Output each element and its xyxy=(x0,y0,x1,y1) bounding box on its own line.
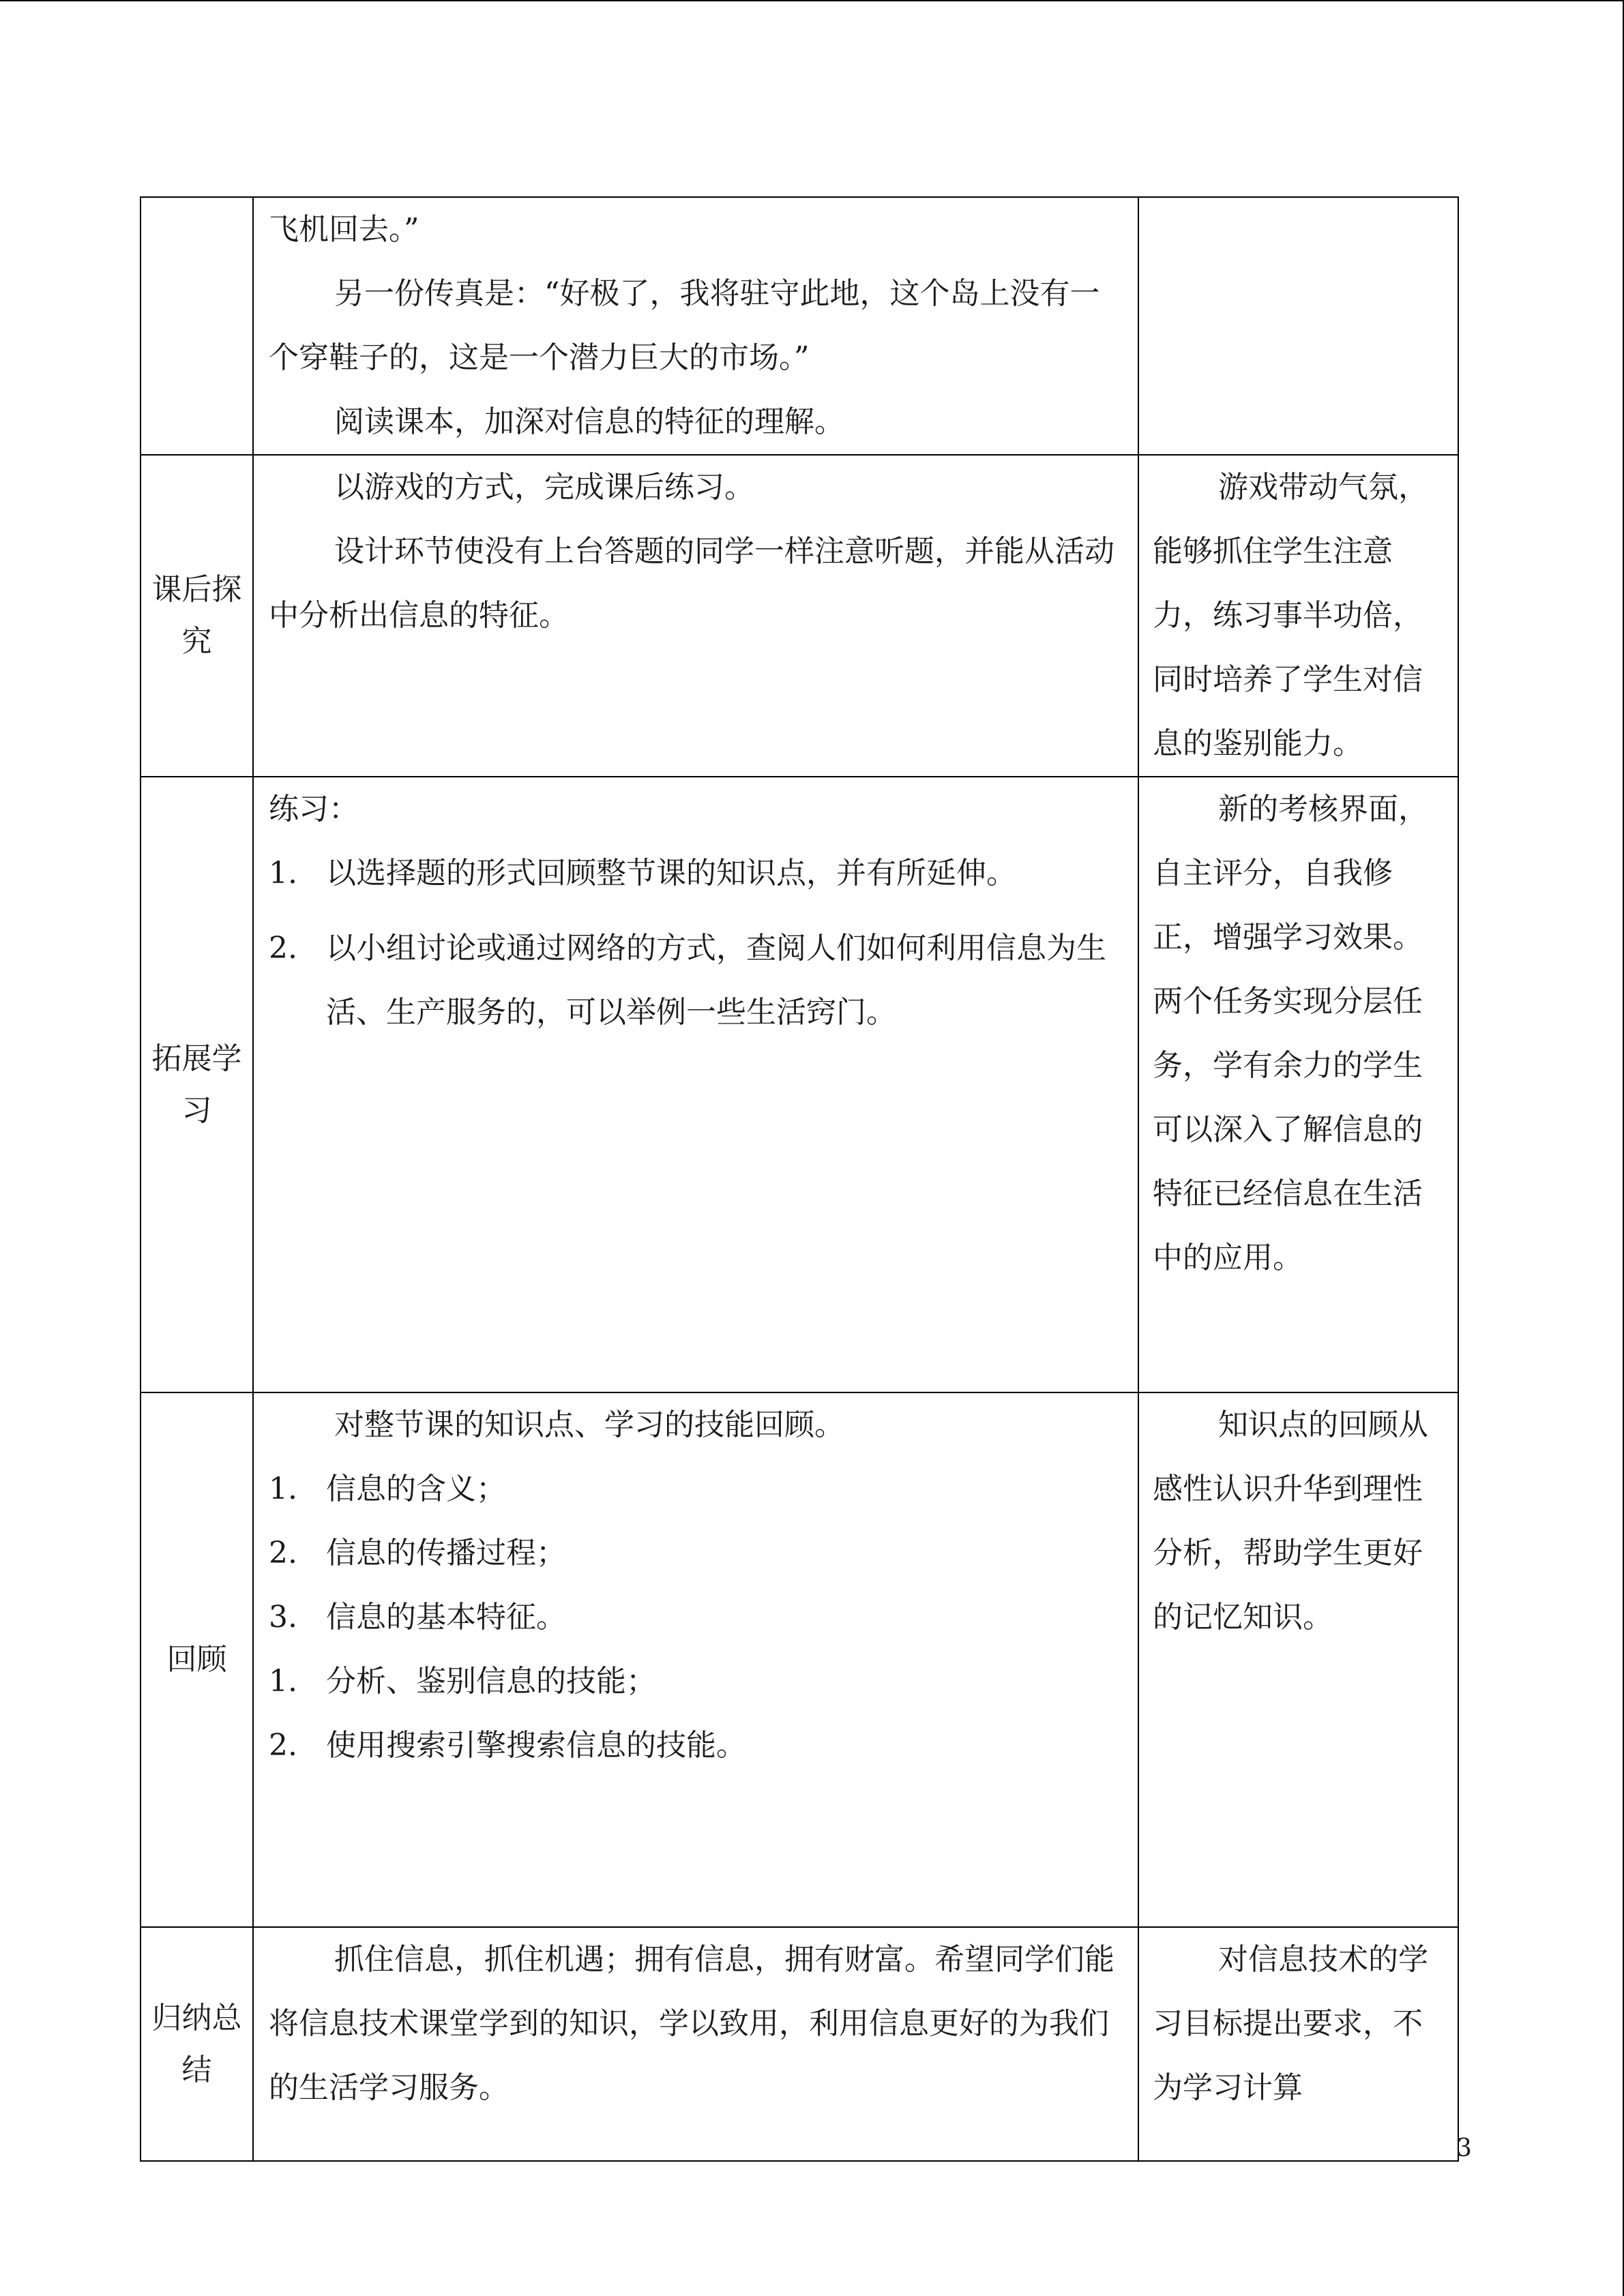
list-number: 3. xyxy=(269,1600,297,1635)
content-paragraph: 设计环节使没有上台答题的同学一样注意听题，并能从活动中分析出信息的特征。 xyxy=(269,534,1114,633)
row-note xyxy=(1138,1927,1458,2161)
row-label xyxy=(141,197,253,455)
content-paragraph: 阅读课本，加深对信息的特征的理解。 xyxy=(334,404,844,439)
list-text: 使用搜索引擎搜索信息的技能。 xyxy=(326,1728,746,1763)
list-number: 2. xyxy=(269,1728,297,1763)
list-text: 信息的含义； xyxy=(326,1472,506,1506)
note-paragraph: 新的考核界面，自主评分，自我修正，增强学习效果。两个任务实现分层任务，学有余力的学生可以深入了解信息的特征已经信息在生活中的应用。 xyxy=(1153,792,1428,1275)
row-content xyxy=(253,197,1138,455)
row-note xyxy=(1138,197,1458,455)
list-item xyxy=(269,1521,1123,1585)
row-label: 回顾 xyxy=(141,1392,253,1927)
row-note xyxy=(1138,455,1458,777)
list-text: 分析、鉴别信息的技能； xyxy=(326,1664,656,1699)
note-paragraph: 游戏带动气氛，能够抓住学生注意力，练习事半功倍，同时培养了学生对信息的鉴别能力。 xyxy=(1153,470,1428,761)
list-item xyxy=(269,841,1123,906)
list-number: 2. xyxy=(269,931,297,966)
row-note xyxy=(1138,1392,1458,1927)
list-item xyxy=(269,1585,1123,1650)
row-content xyxy=(253,1392,1138,1927)
row-content xyxy=(253,777,1138,1392)
content-intro: 练习： xyxy=(269,792,359,826)
content-paragraph: 飞机回去。” xyxy=(269,212,419,247)
list-text: 信息的基本特征。 xyxy=(326,1600,566,1635)
row-label: 拓展学习 xyxy=(141,777,253,1392)
list-text: 以小组讨论或通过网络的方式，查阅人们如何利用信息为生活、生产服务的，可以举例一些生活窍门。 xyxy=(326,931,1106,1030)
list-item xyxy=(269,1714,1123,1778)
content-paragraph: 抓住信息，抓住机遇；拥有信息，拥有财富。希望同学们能将信息技术课堂学到的知识，学以致用，利用信息更好的为我们的生活学习服务。 xyxy=(269,1942,1114,2105)
list-item xyxy=(269,1457,1123,1521)
table-row xyxy=(141,197,1458,455)
table-row xyxy=(141,1927,1458,2161)
page-border-top xyxy=(0,0,1624,1)
table-row xyxy=(141,455,1458,777)
note-paragraph: 对信息技术的学习目标提出要求，不为学习计算 xyxy=(1153,1942,1428,2105)
row-note xyxy=(1138,777,1458,1392)
table-row xyxy=(141,1392,1458,1927)
row-content xyxy=(253,455,1138,777)
lesson-plan-table xyxy=(140,196,1459,2162)
row-label: 课后探究 xyxy=(141,455,253,777)
list-item xyxy=(269,906,1123,1045)
list-number: 1. xyxy=(269,856,297,891)
list-item xyxy=(269,1650,1123,1714)
list-text: 信息的传播过程； xyxy=(326,1536,566,1570)
note-paragraph: 知识点的回顾从感性认识升华到理性分析，帮助学生更好的记忆知识。 xyxy=(1153,1407,1428,1635)
list-number: 1. xyxy=(269,1664,297,1699)
table-row xyxy=(141,777,1458,1392)
row-content xyxy=(253,1927,1138,2161)
content-paragraph: 以游戏的方式，完成课后练习。 xyxy=(334,470,754,505)
list-number: 2. xyxy=(269,1536,297,1570)
list-text: 以选择题的形式回顾整节课的知识点，并有所延伸。 xyxy=(326,856,1016,891)
list-number: 1. xyxy=(269,1472,297,1506)
row-label: 归纳总结 xyxy=(141,1927,253,2161)
content-intro: 对整节课的知识点、学习的技能回顾。 xyxy=(334,1407,844,1442)
content-paragraph: 另一份传真是：“好极了，我将驻守此地，这个岛上没有一个穿鞋子的，这是一个潜力巨大的市场。” xyxy=(269,276,1100,375)
page-number: 3 xyxy=(1456,2134,1472,2162)
